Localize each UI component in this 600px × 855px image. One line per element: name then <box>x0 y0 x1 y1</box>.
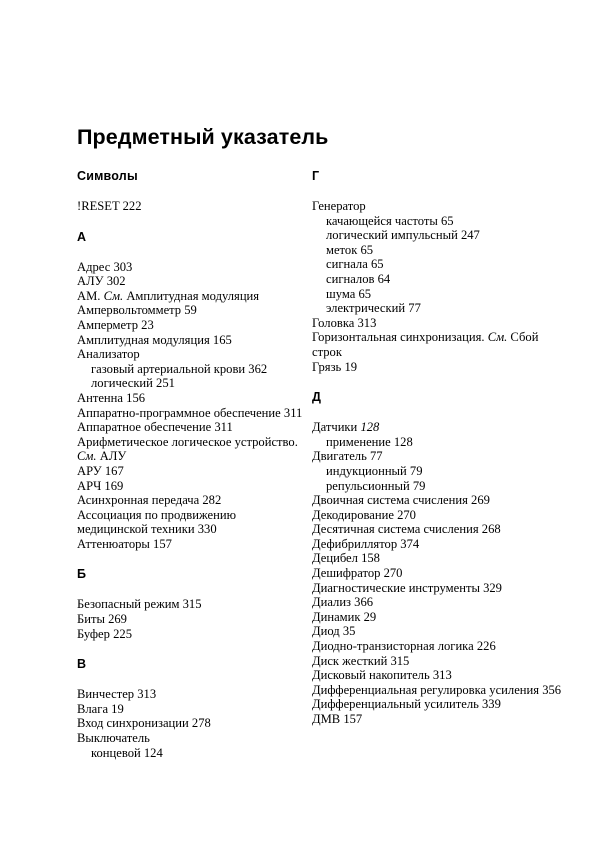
entry-italic: См. <box>77 449 97 464</box>
index-entry: Антенна 156 <box>77 390 146 405</box>
index-entry: ДМВ 157 <box>312 712 363 726</box>
index-entry: Дефибриллятор 374 <box>312 536 420 551</box>
index-subentry: электрический 77 <box>326 301 421 316</box>
index-entry: Безопасный режим 315 <box>77 597 202 612</box>
index-entry: Аппаратное обеспечение 311 <box>77 420 233 435</box>
index-entry: Асинхронная передача 282 <box>77 493 222 508</box>
section-heading: Г <box>312 169 320 183</box>
entry-italic: См. <box>103 288 124 303</box>
index-subentry: сигнала 65 <box>326 257 384 272</box>
index-entry: АРЧ 169 <box>77 478 124 493</box>
index-section <box>312 391 570 726</box>
index-subentry: репульсионный 79 <box>326 478 426 493</box>
index-column-right <box>312 170 570 727</box>
index-entry: Грязь 19 <box>312 359 358 374</box>
index-entry: Выключатель <box>77 731 150 746</box>
index-entry: Буфер 225 <box>77 626 132 641</box>
section-heading: Б <box>77 567 87 582</box>
index-subentry: применение 128 <box>326 434 413 449</box>
index-entry-list <box>312 199 570 374</box>
index-entry: АЛУ 302 <box>77 274 126 289</box>
index-entry: !RESET 222 <box>77 199 142 213</box>
index-section <box>77 658 303 760</box>
index-entry: Декодирование 270 <box>312 507 416 522</box>
index-entry: Генератор <box>312 199 366 213</box>
index-entry: Амплитудная модуляция 165 <box>77 332 232 347</box>
index-subentry: концевой 124 <box>91 745 163 760</box>
index-subentry: шума 65 <box>326 286 372 301</box>
index-column-left <box>77 170 303 760</box>
index-entry: Дифференциальный усилитель 339 <box>312 697 501 712</box>
index-section <box>312 170 570 374</box>
index-entry-list <box>312 420 570 726</box>
index-section <box>77 231 303 552</box>
index-entry: Ассоциация по продвижению медицинской техники 330 <box>77 507 237 537</box>
index-subentry: меток 65 <box>326 242 374 257</box>
index-entry: Двигатель 77 <box>312 449 383 464</box>
index-entry: Диагностические инструменты 329 <box>312 580 502 595</box>
index-entry: Динамик 29 <box>312 609 377 624</box>
index-entry: Винчестер 313 <box>77 687 157 702</box>
index-entry: АРУ 167 <box>77 463 124 478</box>
index-entry: Диализ 366 <box>312 595 374 610</box>
index-entry: Диск жесткий 315 <box>312 653 410 668</box>
index-entry: Децибел 158 <box>312 551 380 566</box>
entry-italic: 128 <box>360 420 380 435</box>
index-entry: Вход синхронизации 278 <box>77 716 211 731</box>
index-subentry: качающейся частоты 65 <box>326 213 454 228</box>
index-entry: АМ. См. Амплитудная модуляция <box>77 288 260 303</box>
index-entry: Влага 19 <box>77 701 124 716</box>
section-heading: А <box>77 229 87 244</box>
index-entry: Дисковый накопитель 313 <box>312 668 452 683</box>
index-entry: Анализатор <box>77 347 140 362</box>
index-entry: Головка 313 <box>312 315 377 330</box>
index-entry: Двоичная система счисления 269 <box>312 493 490 508</box>
page-title: Предметный указатель <box>77 125 329 150</box>
index-section <box>77 170 303 214</box>
index-entry: Ампервольтомметр 59 <box>77 303 197 318</box>
index-entry: Дешифратор 270 <box>312 566 403 581</box>
index-entry-list <box>77 260 303 552</box>
index-entry: Амперметр 23 <box>77 317 154 332</box>
section-heading: Д <box>312 390 322 405</box>
index-entry-list <box>77 597 303 641</box>
index-entry: Диодно-транзисторная логика 226 <box>312 639 496 654</box>
index-entry: Арифметическое логическое устройство. См. АЛУ <box>77 434 298 464</box>
index-subentry: логический импульсный 247 <box>326 228 480 243</box>
index-entry: Диод 35 <box>312 624 356 639</box>
index-entry: Аттенюаторы 157 <box>77 536 172 551</box>
index-subentry: индукционный 79 <box>326 463 423 478</box>
index-entry-list <box>77 687 303 760</box>
index-entry: Десятичная система счисления 268 <box>312 522 501 537</box>
index-entry: Горизонтальная синхронизация. См. Сбой строк <box>312 330 539 359</box>
index-entry: Адрес 303 <box>77 259 133 274</box>
index-entry-list <box>77 199 303 214</box>
index-entry: Биты 269 <box>77 612 127 627</box>
index-section <box>77 568 303 641</box>
index-entry: Аппаратно-программное обеспечение 311 <box>77 405 303 420</box>
index-subentry: газовый артериальной крови 362 <box>91 361 268 376</box>
index-entry: Дифференциальная регулировка усиления 356 <box>312 682 562 697</box>
section-heading: Символы <box>77 169 138 183</box>
index-entry: Датчики 128 <box>312 420 380 435</box>
entry-italic: См. <box>487 330 508 345</box>
section-heading: В <box>77 657 87 672</box>
index-subentry: логический 251 <box>91 376 175 391</box>
index-subentry: сигналов 64 <box>326 271 391 286</box>
